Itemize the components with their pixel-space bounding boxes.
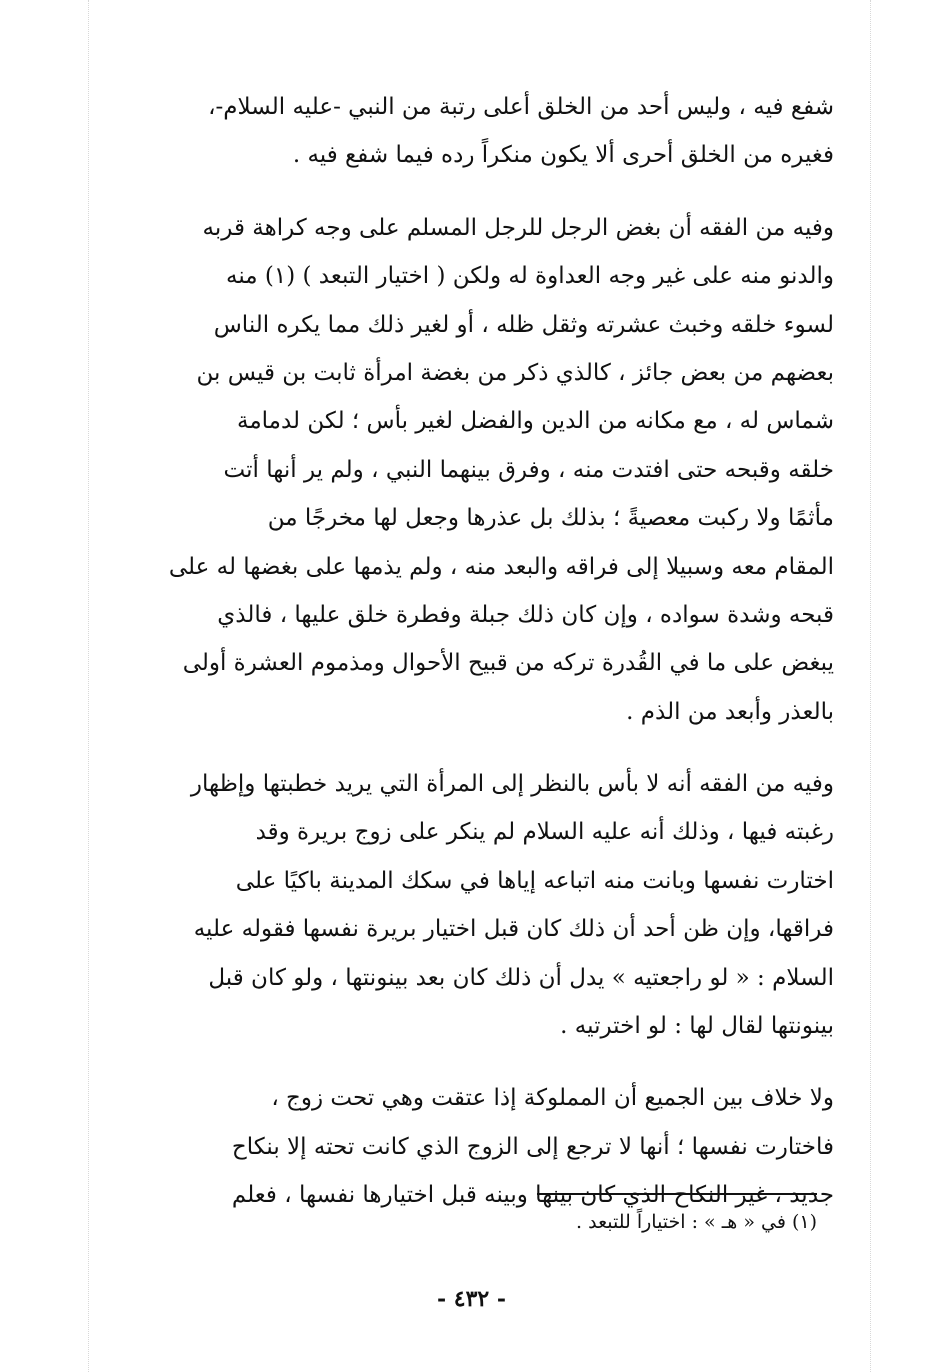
text-line: المقام معه وسبيلا إلى فراقه والبعد منه ، ولم يذمها على بغضها له على xyxy=(168,553,834,580)
text-line: وفيه من الفقه أنه لا بأس بالنظر إلى المرأة التي يريد خطبتها وإظهار xyxy=(190,771,834,798)
text-line: جديد ، غير النكاح الذي كان بينها وبينه قبل اختيارها نفسها ، فعلم xyxy=(231,1182,834,1209)
paragraph-gap xyxy=(128,736,834,760)
text-line: فاختارت نفسها ؛ أنها لا ترجع إلى الزوج الذي كانت تحته إلا بنكاح xyxy=(231,1133,834,1160)
text-line: فغيره من الخلق أحرى ألا يكون منكراً رده فيما شفع فيه . xyxy=(292,142,834,169)
text-line: لسوء خلقه وخبث عشرته وثقل ظله ، أو لغير ذلك مما يكره الناس xyxy=(213,311,834,338)
text-line: خلقه وقبحه حتى افتدت منه ، وفرق بينهما النبي ، ولم ير أنها أتت xyxy=(223,456,834,483)
paragraph-gap xyxy=(128,1050,834,1074)
text-line: بالعذر وأبعد من الذم . xyxy=(626,698,834,725)
scan-margin-dots xyxy=(88,0,89,1372)
text-line: فراقها، وإن ظن أحد أن ذلك كان قبل اختيار بريرة نفسها فقوله عليه xyxy=(193,916,834,943)
text-line: ولا خلاف بين الجميع أن المملوكة إذا عتقت وهي تحت زوج ، xyxy=(271,1085,834,1112)
paragraph xyxy=(128,1074,834,1219)
scan-margin-dots xyxy=(870,0,871,1372)
paragraph xyxy=(128,83,834,180)
text-line: والدنو منه على غير وجه العداوة له ولكن ( اختيار التبعد ) (١) منه xyxy=(225,263,834,290)
paragraph xyxy=(128,204,834,736)
text-line: اختارت نفسها وبانت منه اتباعه إياها في سكك المدينة باكيًا على xyxy=(235,867,834,894)
text-line: شفع فيه ، وليس أحد من الخلق أعلى رتبة من النبي -عليه السلام-، xyxy=(208,94,834,120)
main-text xyxy=(128,83,834,1220)
footnote: (١) في « هـ » : اختياراً للتبعد . xyxy=(576,1211,817,1233)
paragraph xyxy=(128,760,834,1050)
text-line: يبغض على ما في القُدرة تركه من قبيح الأحوال ومذموم العشرة أولى xyxy=(182,650,834,677)
text-line: مأثمًا ولا ركبت معصيةً ؛ بذلك بل عذرها وجعل لها مخرجًا من xyxy=(267,505,834,532)
paragraph-gap xyxy=(128,180,834,204)
text-line: شماس له ، مع مكانه من الدين والفضل لغير بأس ؛ لكن لدمامة xyxy=(237,408,834,435)
footnote-separator xyxy=(537,1193,817,1195)
text-line: السلام : « لو راجعتيه » يدل أن ذلك كان بعد بينونتها ، ولو كان قبل xyxy=(208,964,834,991)
text-line: بعضهم من بعض جائز ، كالذي ذكر من بغضة امرأة ثابت بن قيس بن xyxy=(196,359,834,386)
page-number: - ٤٣٢ - xyxy=(436,1286,507,1312)
text-line: بينونتها لقال لها : لو اخترتيه . xyxy=(560,1013,834,1040)
text-line: رغبته فيها ، وذلك أنه عليه السلام لم ينكر على زوج بريرة وقد xyxy=(255,819,834,846)
text-line: قبحه وشدة سواده ، وإن كان ذلك جبلة وفطرة خلق عليها ، فالذي xyxy=(217,601,834,628)
text-line: وفيه من الفقه أن بغض الرجل للرجل المسلم على وجه كراهة قربه xyxy=(202,214,834,241)
